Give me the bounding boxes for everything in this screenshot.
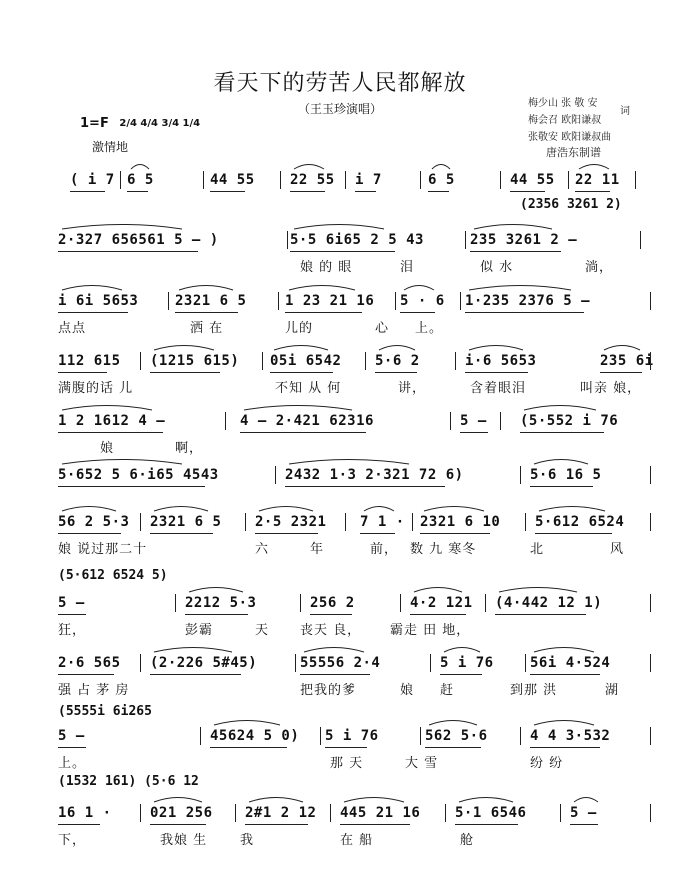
slur-mark <box>274 346 328 351</box>
interlude-annotation: (5555i 6i265 <box>58 704 152 719</box>
note-group: 5 – <box>58 728 85 744</box>
beam-line <box>58 432 163 433</box>
bar-line <box>275 466 276 484</box>
slur-mark <box>62 406 152 411</box>
note-group: 6 5 <box>127 172 154 188</box>
beam-line <box>58 312 128 313</box>
note-group: 44 55 <box>510 172 555 188</box>
beam-line <box>58 486 205 487</box>
slur-mark <box>131 165 149 170</box>
slur-mark <box>534 460 588 465</box>
note-group: 56 2 5·3 <box>58 514 130 530</box>
beam-line <box>375 372 417 373</box>
bar-line <box>485 594 486 612</box>
slur-mark <box>62 225 182 230</box>
time-sig-2: 4/4 <box>140 117 158 129</box>
note-group: 256 2 <box>310 595 355 611</box>
lyric-text: 满腹的话 儿 <box>58 381 134 396</box>
note-group: 5 i 76 <box>440 655 494 671</box>
lyric-text: 儿的 <box>285 321 314 336</box>
bar-line <box>635 171 636 189</box>
note-group: (4·442 12 1) <box>495 595 603 611</box>
slur-mark <box>259 507 313 512</box>
slur-mark <box>364 507 394 512</box>
lyric-text: 丧天 良， <box>300 623 362 638</box>
lyric-text: 彭霸 <box>185 623 214 638</box>
beam-line <box>150 674 241 675</box>
interlude-annotation: (5·612 6524 5) <box>58 568 168 583</box>
beam-line <box>58 372 107 373</box>
note-group: 22 11 <box>575 172 620 188</box>
lyric-text: 强 占 茅 房 <box>58 683 130 698</box>
beam-line <box>470 251 561 252</box>
bar-line <box>420 727 421 745</box>
bar-line <box>175 594 176 612</box>
note-group: (1215 615) <box>150 353 240 369</box>
lyric-text: 泪 <box>400 260 415 275</box>
lyric-text: 前， <box>370 542 399 557</box>
lyric-text: 上。 <box>415 321 444 336</box>
slur-mark <box>154 648 232 653</box>
note-group: (2·226 5#45) <box>150 655 258 671</box>
lyricist-line-2: 梅会召 欧阳谦叔 <box>528 115 602 126</box>
slur-mark <box>244 406 352 411</box>
beam-line <box>530 486 593 487</box>
note-group: 7 1 · <box>360 514 405 530</box>
note-group: 2·6 565 <box>58 655 121 671</box>
beam-line <box>240 432 366 433</box>
note-group: 2#1 2 12 <box>245 805 317 821</box>
beam-line <box>600 372 642 373</box>
bar-line <box>395 292 396 310</box>
slur-mark <box>524 406 596 411</box>
bar-line <box>280 171 281 189</box>
beam-line <box>425 747 481 748</box>
beam-line <box>175 312 238 313</box>
bar-line <box>330 804 331 822</box>
lyric-text: 不知 从 何 <box>275 381 342 396</box>
lyric-text: 年 <box>310 542 325 557</box>
beam-line <box>210 747 287 748</box>
bar-line <box>345 513 346 531</box>
key-label: 1=F <box>80 116 109 131</box>
lyric-text: 纷 纷 <box>530 756 564 771</box>
lyricist-line-1: 梅少山 张 敬 安 <box>528 98 598 109</box>
bar-line <box>295 654 296 672</box>
slur-mark <box>214 721 280 726</box>
note-group: 45624 5 0) <box>210 728 300 744</box>
bar-line <box>568 171 569 189</box>
note-group: 5·1 6546 <box>455 805 527 821</box>
note-group: 2·5 2321 <box>255 514 327 530</box>
lyric-text: 淌， <box>585 260 614 275</box>
note-group: 445 21 16 <box>340 805 421 821</box>
slur-mark <box>539 507 605 512</box>
note-group: i 7 <box>355 172 382 188</box>
beam-line <box>535 533 612 534</box>
note-group: ( i 7 <box>70 172 115 188</box>
note-group: 2432 1·3 2·321 72 6) <box>285 467 464 483</box>
slur-mark <box>444 648 480 653</box>
beam-line <box>210 191 245 192</box>
time-sig-3: 3/4 <box>161 117 180 129</box>
lyric-text: 北 <box>530 542 545 557</box>
key-signature <box>80 116 200 131</box>
bar-line <box>345 171 346 189</box>
note-group: 55556 2·4 <box>300 655 381 671</box>
slur-mark <box>289 460 409 465</box>
bar-line <box>450 412 451 430</box>
slur-mark <box>534 648 594 653</box>
bar-line <box>140 804 141 822</box>
lyric-text: 娘 <box>400 683 415 698</box>
slur-mark <box>534 721 594 726</box>
note-group: 5 · 6 <box>400 293 445 309</box>
slur-mark <box>414 588 462 593</box>
lyric-text: 我 <box>240 833 255 848</box>
bar-line <box>400 594 401 612</box>
note-group: 05i 6542 <box>270 353 342 369</box>
beam-line <box>290 191 325 192</box>
beam-line <box>58 533 121 534</box>
beam-line <box>70 191 105 192</box>
lyric-text: 下， <box>58 833 87 848</box>
interlude-annotation: (2356 3261 2) <box>520 197 622 212</box>
bar-line <box>650 654 651 672</box>
lyric-text: 心 <box>375 321 390 336</box>
slur-mark <box>404 286 434 291</box>
slur-mark <box>579 165 609 170</box>
slur-mark <box>62 286 122 291</box>
note-group: 2321 6 10 <box>420 514 501 530</box>
lyric-text: 六 <box>255 542 270 557</box>
lyric-text: 狂， <box>58 623 87 638</box>
time-sig-1: 2/4 <box>119 117 137 129</box>
slur-mark <box>154 507 208 512</box>
note-group: 1·235 2376 5 – <box>465 293 591 309</box>
bar-line <box>287 231 288 249</box>
lyric-text: 霸走 田 地， <box>390 623 471 638</box>
slur-mark <box>62 507 116 512</box>
note-group: i·6 5653 <box>465 353 537 369</box>
note-group: 5 – <box>570 805 597 821</box>
note-group: 5 i 76 <box>325 728 379 744</box>
bar-line <box>278 292 279 310</box>
beam-line <box>530 674 600 675</box>
slur-mark <box>249 798 303 803</box>
beam-line <box>325 747 367 748</box>
slur-mark <box>294 165 324 170</box>
bar-line <box>320 727 321 745</box>
bar-line <box>225 412 226 430</box>
bar-line <box>500 412 501 430</box>
beam-line <box>245 824 308 825</box>
bar-line <box>525 654 526 672</box>
lyric-text: 到那 洪 <box>510 683 558 698</box>
beam-line <box>285 312 362 313</box>
beam-line <box>270 372 333 373</box>
bar-line <box>455 352 456 370</box>
bar-line <box>120 171 121 189</box>
slur-mark <box>379 346 415 351</box>
bar-line <box>420 171 421 189</box>
slur-mark <box>604 346 640 351</box>
beam-line <box>58 824 100 825</box>
beam-line <box>355 191 376 192</box>
slur-mark <box>304 648 364 653</box>
beam-line <box>520 432 604 433</box>
note-group: 021 256 <box>150 805 213 821</box>
song-title: 看天下的劳苦人民都解放 <box>213 71 467 96</box>
beam-line <box>510 191 545 192</box>
time-sig-4: 1/4 <box>182 117 201 129</box>
beam-line <box>300 674 370 675</box>
slur-mark <box>179 286 233 291</box>
beam-line <box>185 614 248 615</box>
bar-line <box>262 352 263 370</box>
note-group: 2321 6 5 <box>150 514 222 530</box>
note-group: i 6i 5653 <box>58 293 139 309</box>
beam-line <box>530 747 600 748</box>
bar-line <box>140 513 141 531</box>
interlude-annotation: (1532 161) (5·6 12 <box>58 774 199 789</box>
composer-credit: 张敬安 欧阳谦叔曲 <box>528 132 612 143</box>
bar-line <box>640 231 641 249</box>
note-group: 5 – <box>58 595 85 611</box>
lyric-text: 上。 <box>58 756 87 771</box>
note-group: 56i 4·524 <box>530 655 611 671</box>
note-group: 44 55 <box>210 172 255 188</box>
bar-line <box>650 727 651 745</box>
beam-line <box>290 251 395 252</box>
note-group: 1 23 21 16 <box>285 293 375 309</box>
slur-mark <box>499 588 577 593</box>
beam-line <box>570 824 598 825</box>
slur-mark <box>289 286 355 291</box>
slur-mark <box>154 346 214 351</box>
bar-line <box>650 466 651 484</box>
bar-line <box>445 804 446 822</box>
beam-line <box>285 486 445 487</box>
lyric-text: 湖 <box>605 683 620 698</box>
beam-line <box>455 824 518 825</box>
beam-line <box>420 533 490 534</box>
lyric-text: 舱 <box>460 833 475 848</box>
note-group: 112 615 <box>58 353 121 369</box>
bar-line <box>235 804 236 822</box>
note-group: 4 – 2·421 62316 <box>240 413 374 429</box>
beam-line <box>150 372 220 373</box>
bar-line <box>520 727 521 745</box>
slur-mark <box>574 798 598 803</box>
beam-line <box>58 747 86 748</box>
slur-mark <box>429 721 477 726</box>
lyric-text: 啊， <box>175 441 204 456</box>
slur-mark <box>469 286 571 291</box>
beam-line <box>460 432 488 433</box>
beam-line <box>58 251 198 252</box>
beam-line <box>410 614 466 615</box>
bar-line <box>465 231 466 249</box>
bar-line <box>140 352 141 370</box>
performer-subtitle: （王玉珍演唱） <box>297 102 382 116</box>
slur-mark <box>189 588 243 593</box>
beam-line <box>150 824 206 825</box>
note-group: 2·327 656561 5 – ) <box>58 232 219 248</box>
beam-line <box>428 191 449 192</box>
bar-line <box>650 292 651 310</box>
note-group: 4 4 3·532 <box>530 728 611 744</box>
note-group: 4·2 121 <box>410 595 473 611</box>
slur-mark <box>294 225 384 230</box>
bar-line <box>430 654 431 672</box>
lyric-text: 点点 <box>58 321 87 336</box>
beam-line <box>58 674 114 675</box>
bar-line <box>460 292 461 310</box>
beam-line <box>310 614 352 615</box>
beam-line <box>150 533 213 534</box>
beam-line <box>465 372 528 373</box>
note-group: 5·652 5 6·i65 4543 <box>58 467 219 483</box>
beam-line <box>255 533 318 534</box>
bar-line <box>200 727 201 745</box>
lyric-text: 娘 说过那二十 <box>58 542 148 557</box>
note-group: 5·5 6i65 2 5 43 <box>290 232 424 248</box>
bar-line <box>168 292 169 310</box>
lyric-text: 那 天 <box>330 756 364 771</box>
beam-line <box>58 614 86 615</box>
slur-mark <box>459 798 513 803</box>
lyric-text: 赶 <box>440 683 455 698</box>
lyric-text: 叫亲 娘， <box>580 381 642 396</box>
slur-mark <box>344 798 404 803</box>
bar-line <box>520 466 521 484</box>
note-group: 5·612 6524 <box>535 514 625 530</box>
slur-mark <box>62 460 182 465</box>
slur-mark <box>474 225 552 230</box>
lyric-text: 似 水 <box>480 260 514 275</box>
bar-line <box>650 594 651 612</box>
note-group: 5·6 16 5 <box>530 467 602 483</box>
lyric-text: 大 雪 <box>405 756 439 771</box>
lyric-text: 天 <box>255 623 270 638</box>
beam-line <box>465 312 584 313</box>
note-group: 22 55 <box>290 172 335 188</box>
lyric-text: 风 <box>610 542 625 557</box>
lyric-text: 洒 在 <box>190 321 224 336</box>
note-group: 2321 6 5 <box>175 293 247 309</box>
notation-credit: 唐浩东制谱 <box>546 146 601 159</box>
note-group: 5·6 2 <box>375 353 420 369</box>
beam-line <box>360 533 395 534</box>
beam-line <box>400 312 435 313</box>
lyric-text: 数 九 寒冬 <box>410 542 477 557</box>
beam-line <box>340 824 410 825</box>
bar-line <box>500 171 501 189</box>
note-group: 5 – <box>460 413 487 429</box>
note-group: 562 5·6 <box>425 728 488 744</box>
time-signature-group <box>119 119 200 129</box>
note-group: 235 6i <box>600 353 654 369</box>
beam-line <box>127 191 148 192</box>
slur-mark <box>424 507 484 512</box>
bar-line <box>412 513 413 531</box>
beam-line <box>440 674 482 675</box>
lyric-text: 娘 <box>100 441 115 456</box>
bar-line <box>203 171 204 189</box>
bar-line <box>650 352 651 370</box>
lyric-text: 把我的爹 <box>300 683 357 698</box>
bar-line <box>140 654 141 672</box>
bar-line <box>365 352 366 370</box>
note-group: 1 2 1612 4 – <box>58 413 166 429</box>
lyric-text: 讲， <box>398 381 427 396</box>
bar-line <box>245 513 246 531</box>
slur-mark <box>432 165 450 170</box>
note-group: 6 5 <box>428 172 455 188</box>
slur-mark <box>154 798 202 803</box>
beam-line <box>495 614 586 615</box>
lyric-text: 娘 的 眼 <box>300 260 353 275</box>
bar-line <box>560 804 561 822</box>
note-group: 2212 5·3 <box>185 595 257 611</box>
note-group: 235 3261 2 – <box>470 232 578 248</box>
lyric-text: 在 船 <box>340 833 374 848</box>
bar-line <box>525 513 526 531</box>
bar-line <box>300 594 301 612</box>
bar-line <box>650 804 651 822</box>
slur-mark <box>469 346 523 351</box>
beam-line <box>575 191 610 192</box>
note-group: 16 1 · <box>58 805 112 821</box>
note-group: (5·552 i 76 <box>520 413 619 429</box>
tempo-mark: 激情地 <box>92 140 129 154</box>
lyricist-role: 词 <box>620 106 630 117</box>
lyric-text: 我娘 生 <box>160 833 208 848</box>
bar-line <box>650 513 651 531</box>
lyric-text: 含着眼泪 <box>470 381 527 396</box>
